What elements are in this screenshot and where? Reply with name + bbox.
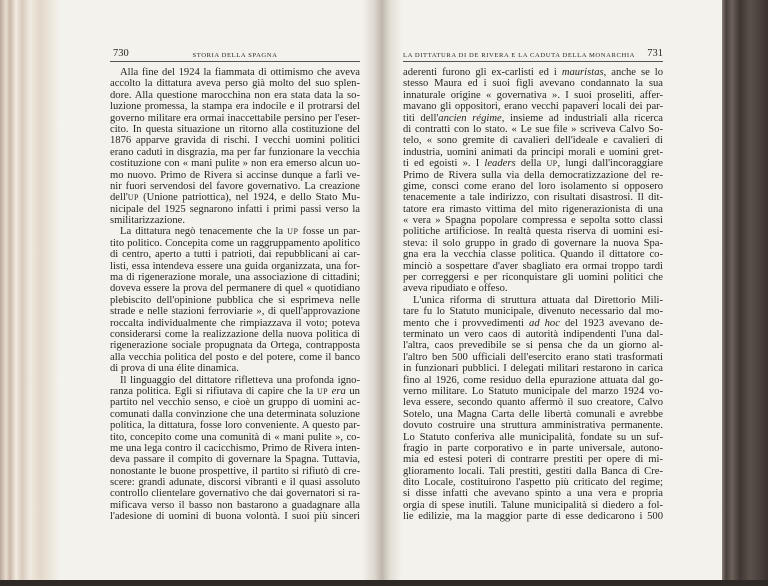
- text-line: [110, 135, 360, 146]
- running-header: [403, 47, 663, 62]
- text-line: [110, 340, 360, 351]
- text-run: dell': [110, 192, 128, 204]
- text-run: mia ed estesi poteri di contrarre prestiti per opere di mi-: [403, 454, 663, 466]
- text-line: [110, 386, 360, 397]
- text-line: [110, 238, 360, 249]
- text-line: [110, 488, 360, 499]
- text-line: [403, 466, 663, 477]
- text-run: accolto la dittatura aveva perso già molto del suo splen-: [110, 78, 360, 90]
- text-line: [110, 101, 360, 112]
- text-run: aderenti furono gli ex-carlisti ed i: [403, 67, 562, 78]
- text-line: [110, 170, 360, 181]
- text-run: cito. In questa situazione un ritorno alla costituzione del: [110, 123, 360, 135]
- text-run: smilitarizzazione.: [110, 215, 186, 227]
- text-line: [110, 511, 360, 522]
- text-run: roccalta individualmente che rimpiazzava il voto; poteva: [110, 317, 360, 329]
- text-line: [110, 272, 360, 283]
- text-run: ranza politica. Egli si rifiutava di capire che la: [110, 385, 317, 397]
- text-run: comunati dalla convinzione che una determinata soluzione: [110, 408, 360, 420]
- text-line: [110, 477, 360, 488]
- text-run: stesso Maura ed i suoi figli avevano condannato la sua: [403, 78, 663, 90]
- text-run: me una lega contro il cacicchismo, Primo de Rivera inten-: [110, 442, 360, 454]
- text-line: [110, 500, 360, 511]
- text-run: erano caduti in disgrazia, ma per far funzionare la vecchia: [110, 146, 360, 158]
- text-line: [403, 181, 663, 192]
- text-line: [403, 192, 663, 203]
- text-line: [110, 90, 360, 101]
- text-line: [110, 67, 360, 78]
- text-line: [403, 249, 663, 260]
- text-line: [110, 226, 360, 237]
- text-line: [403, 511, 663, 522]
- text-run: l'altro ben 500 ufficiali dell'esercito erano stati trasformati: [403, 351, 663, 363]
- text-line: [403, 272, 663, 283]
- text-run: ti ed egoisti ». I: [403, 158, 485, 170]
- text-line: [110, 466, 360, 477]
- text-run: nicipale del 1925 segnarono infatti i primi passi verso la: [110, 203, 360, 215]
- text-run: steva: il solo gruppo in grado di governare la nuova Spa-: [403, 237, 663, 249]
- text-run: lie edilizie, ma la maggior parte di esse dedicarono i 500: [403, 511, 663, 523]
- text-run: mavano gli oppositori, erano vecchi papaveri locali dei par-: [403, 101, 663, 113]
- text-line: [110, 420, 360, 431]
- text-line: [403, 78, 663, 89]
- text-line: [110, 158, 360, 169]
- text-line: [110, 192, 360, 203]
- text-run: Alla fine del 1924 la fiammata di ottimismo che aveva: [120, 67, 360, 78]
- text-line: [403, 363, 663, 374]
- text-line: [403, 226, 663, 237]
- text-run: industria, uomini animati da principi morali e uomini gret-: [403, 146, 663, 158]
- text-line: [403, 283, 663, 294]
- text-line: [403, 340, 663, 351]
- text-line: [403, 204, 663, 215]
- text-line: [403, 375, 663, 386]
- text-run: politica, la dittatura, fosse loro conveniente. A questo par-: [110, 420, 360, 432]
- text-run: l'altra, caos prevedibile se si pensa che da un giorno al-: [403, 340, 663, 352]
- text-run: glioramento locali. Tali prestiti, gestiti dalla Banca di Cre-: [403, 465, 663, 477]
- text-line: [403, 420, 663, 431]
- text-line: [403, 318, 663, 329]
- text-run: mificava verso il basso non bastarono a guadagnare alla: [110, 499, 360, 511]
- text-run: terminato un vero caos di autorità indipendenti l'una dal-: [403, 328, 663, 340]
- book-bottom-edge: [0, 580, 768, 586]
- text-run: considerarsi come la realizzazione della nuova politica di: [110, 328, 360, 340]
- text-run: leva essere, secondo quanto affermò il suo creatore, Calvo: [403, 397, 663, 409]
- text-line: [403, 329, 663, 340]
- text-line: [110, 397, 360, 408]
- page-body-text: [403, 67, 663, 523]
- text-line: [403, 477, 663, 488]
- text-run: scere: grandi adunate, discorsi vibranti e il quasi assoluto: [110, 477, 360, 489]
- text-run: plebiscito dell'opinione pubblica che si esprimeva nelle: [110, 294, 360, 306]
- text-run: del 1923 avevano de-: [559, 317, 663, 329]
- text-run: di prova di una élite dinamica.: [110, 363, 239, 375]
- italic-text: ad hoc: [529, 317, 560, 329]
- text-run: minciò a sospettare d'aver sbagliato era ormai troppo tardi: [403, 260, 663, 272]
- text-line: [110, 215, 360, 226]
- text-line: [403, 170, 663, 181]
- small-caps-abbreviation: UP: [127, 193, 139, 203]
- page-body-text: [110, 67, 360, 523]
- text-run: , insieme ad industriali alla ricerca: [501, 112, 663, 124]
- italic-text: leaders: [484, 158, 516, 170]
- text-run: nonostante le buone prospettive, il partito si rifiutò di cre-: [110, 465, 360, 477]
- text-line: [403, 135, 663, 146]
- text-run: dito Locale, costituirono l'aspetto più criticato del regime;: [403, 477, 663, 489]
- page-number: 730: [113, 48, 129, 59]
- text-line: [403, 352, 663, 363]
- text-run: deva passare il compito di governare la Spagna. Tuttavia,: [110, 454, 360, 466]
- text-run: listi, essa intendeva essere una guida organizzata, una for-: [110, 260, 360, 272]
- running-head-title: STORIA DELLA SPAGNA: [192, 52, 278, 59]
- running-header: [110, 47, 360, 62]
- text-line: [110, 283, 360, 294]
- text-run: si disse infatti che avevano spinto a una vera e propria: [403, 488, 663, 500]
- text-run: , lungi dall'incoraggiare: [557, 158, 663, 170]
- text-line: [110, 409, 360, 420]
- text-line: [403, 306, 663, 317]
- text-run: innaturale origine « governativa ». I suoi proseliti, affer-: [403, 89, 663, 101]
- text-run: dovuto costruire una struttura amministrativa permanente.: [403, 420, 663, 432]
- text-run: un: [345, 385, 360, 397]
- text-line: [403, 101, 663, 112]
- text-run: controllo clientelare governativo che dai governatori si ra-: [110, 488, 360, 500]
- text-line: [110, 204, 360, 215]
- text-run: Primo de Rivera sulla via della democratizzazione del re-: [403, 169, 663, 181]
- text-run: costituzione con « mani pulite » non era emerso alcun uo-: [110, 158, 360, 170]
- text-run: alla vecchia politica del posto e del potere, come il banco: [110, 351, 360, 363]
- text-run: titi dell': [403, 112, 439, 124]
- text-run: fosse un par-: [298, 226, 360, 238]
- text-run: governo militare era ormai inaccettabile persino per l'eser-: [110, 112, 360, 124]
- text-line: [403, 215, 663, 226]
- text-line: [403, 67, 663, 78]
- text-run: gna era la vecchia classe politica. Quando il dittatore co-: [403, 249, 663, 261]
- text-run: tenacemente a tale indirizzo, con risultati disastrosi. Il dit-: [403, 192, 663, 204]
- text-run: tito politico. Concepita come un raggruppamento apolitico: [110, 237, 360, 249]
- text-run: dore. Alla questione marocchina non era stata data la so-: [110, 89, 360, 101]
- text-line: [110, 306, 360, 317]
- small-caps-abbreviation: UP: [316, 386, 329, 396]
- text-line: [110, 124, 360, 135]
- text-line: [110, 181, 360, 192]
- text-run: , anche se lo: [603, 67, 663, 78]
- text-line: [403, 158, 663, 169]
- text-run: Sotelo, una Magna Carta delle libertà comunali e avrebbe: [403, 408, 663, 420]
- text-run: l'adesione di uomini di buona volontà. I suoi più sinceri: [110, 511, 360, 523]
- text-line: [403, 443, 663, 454]
- text-line: [403, 261, 663, 272]
- running-head-title: LA DITTATURA DI DE RIVERA E LA CADUTA DELLA MONARCHIA: [403, 52, 636, 59]
- book-gutter: [362, 0, 402, 586]
- text-run: rigenerazione sociale propugnata da Ortega, contrapposta: [110, 340, 360, 352]
- text-line: [110, 454, 360, 465]
- text-run: per correggersi e per riconquistare gli uomini politici che: [403, 272, 663, 284]
- text-line: [110, 261, 360, 272]
- text-run: Il linguaggio del dittatore rifletteva una profonda igno-: [120, 374, 360, 386]
- text-run: in funzionari pubblici. I delegati militari restarono in carica: [403, 363, 663, 375]
- italic-text: ancien régime: [438, 112, 502, 124]
- text-run: verno militare. Lo Statuto municipale del marzo 1924 vo-: [403, 385, 663, 397]
- text-run: di contratti con lo stato. « Le sue file » scriveva Calvo So-: [403, 123, 663, 135]
- text-line: [110, 295, 360, 306]
- book-page-edges-left: [0, 0, 58, 586]
- text-run: tare fu lo Statuto municipale, divenuto necessario dal mo-: [403, 306, 663, 318]
- text-run: nir fuori servendosi del favore governativo. La creazione: [110, 180, 360, 192]
- text-line: [110, 352, 360, 363]
- text-run: orgia di spese inutili. Talune municipalità si diedero a fol-: [403, 499, 663, 511]
- text-line: [403, 454, 663, 465]
- text-run: partito nel vecchio senso, e cioè un gruppo di uomini ac-: [110, 397, 360, 409]
- text-line: [403, 397, 663, 408]
- text-line: [403, 124, 663, 135]
- text-run: (Unione patriottica), nel 1924, e dello Stato Mu-: [138, 192, 360, 204]
- text-line: [110, 432, 360, 443]
- text-run: 1876 apparve gravida di rischi. I vecchi uomini politici: [110, 135, 360, 147]
- text-run: di centro, aperto a tutti i patrioti, dai repubblicani ai car-: [110, 249, 360, 261]
- italic-text: era: [331, 385, 346, 397]
- text-line: [110, 329, 360, 340]
- text-line: [110, 113, 360, 124]
- italic-text: mauristas: [561, 67, 604, 78]
- text-line: [403, 386, 663, 397]
- text-line: [403, 500, 663, 511]
- text-line: [110, 249, 360, 260]
- page-number: 731: [647, 48, 663, 59]
- text-run: strade e nelle stazioni ferroviarie », di quell'approvazione: [110, 306, 360, 318]
- text-line: [110, 147, 360, 158]
- text-run: aveva ripudiato e offeso.: [403, 283, 508, 295]
- text-run: Lo Statuto conferiva alle municipalità, fondate su un suf-: [403, 431, 663, 443]
- text-line: [403, 409, 663, 420]
- text-run: luzione promessa, la stampa era indocile e il protrarsi del: [110, 101, 360, 113]
- text-run: « vera » Spagna popolare compressa e sepolta sotto classi: [403, 215, 663, 227]
- text-line: [110, 363, 360, 374]
- text-run: politiche artificiose. In realtà questa riserva di uomini esi-: [403, 226, 663, 238]
- text-run: La dittatura negò tenacemente che la: [120, 226, 288, 238]
- text-line: [110, 78, 360, 89]
- text-run: mento che i provvedimenti: [403, 317, 530, 329]
- text-line: [403, 147, 663, 158]
- text-line: [403, 488, 663, 499]
- text-run: fino al 1926, come residuo della epurazione attuata dal go-: [403, 374, 663, 386]
- text-run: telo, « sono gremite di cavalieri dell'ideale e cavalieri di: [403, 135, 663, 147]
- text-line: [110, 318, 360, 329]
- small-caps-abbreviation: UP: [546, 159, 558, 169]
- text-run: fragio in parte corporativo e in parte universale, autono-: [403, 442, 663, 454]
- text-run: ma di rigenerazione morale, una associazione di cittadini;: [110, 272, 360, 284]
- text-line: [110, 375, 360, 386]
- small-caps-abbreviation: UP: [287, 227, 299, 237]
- text-run: gime, consci come erano del loro isolamento si opposero: [403, 180, 663, 192]
- text-run: tatore era rimasto vittima del mito rigenerazionista di una: [403, 203, 663, 215]
- text-run: L'unica riforma di struttura attuata dal Direttorio Mili-: [413, 294, 663, 306]
- text-line: [110, 443, 360, 454]
- text-line: [403, 295, 663, 306]
- text-run: tito, concepito come una comunità di « mani pulite », co-: [110, 431, 360, 443]
- text-run: mo nuovo. Primo de Rivera si accinse dunque a farli ve-: [110, 169, 360, 181]
- book-page-edges-right: [722, 0, 768, 586]
- text-run: doveva essere la prova del permanere di quel « quotidiano: [110, 283, 360, 295]
- text-line: [403, 238, 663, 249]
- text-line: [403, 90, 663, 101]
- text-run: della: [515, 158, 547, 170]
- text-line: [403, 432, 663, 443]
- text-line: [403, 113, 663, 124]
